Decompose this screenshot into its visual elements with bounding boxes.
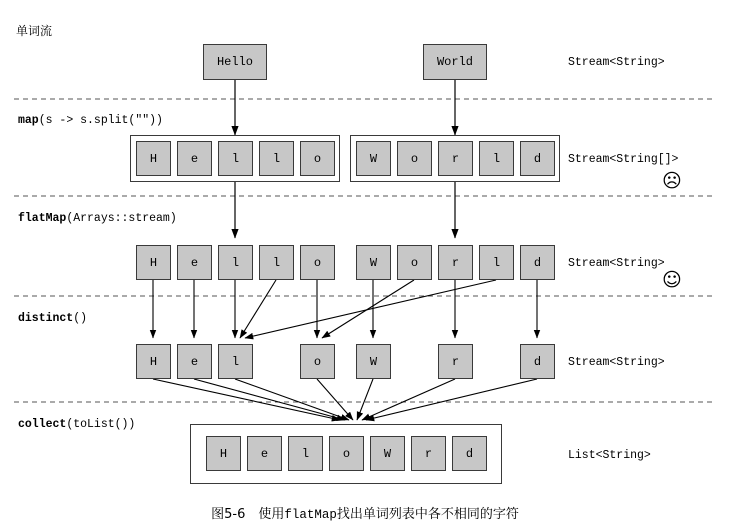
collect-char-text: H bbox=[219, 446, 228, 461]
map-char-text: e bbox=[190, 151, 199, 166]
collect-char-text: l bbox=[301, 446, 310, 461]
source-box-hello-text: Hello bbox=[216, 55, 253, 69]
map-char-text: W bbox=[369, 151, 378, 166]
flatmap-char-text: l bbox=[231, 255, 240, 270]
collect-char-text: e bbox=[260, 446, 269, 461]
distinct-char-text: d bbox=[533, 354, 542, 369]
distinct-char-box bbox=[218, 344, 253, 379]
figure-caption bbox=[0, 503, 730, 522]
flatmap-char-text: o bbox=[410, 255, 419, 270]
collect-char-text: d bbox=[465, 446, 474, 461]
collect-char-text: W bbox=[383, 446, 392, 461]
flatmap-char-box bbox=[300, 245, 335, 280]
map-char-box bbox=[479, 141, 514, 176]
distinct-char-box bbox=[136, 344, 171, 379]
source-box-world-text: World bbox=[436, 55, 473, 69]
collect-char-box bbox=[206, 436, 241, 471]
map-char-box bbox=[259, 141, 294, 176]
sad-face-icon: ☹ bbox=[662, 170, 682, 192]
distinct-char-box bbox=[438, 344, 473, 379]
map-char-box bbox=[177, 141, 212, 176]
map-char-text: l bbox=[231, 151, 240, 166]
flatmap-char-box bbox=[259, 245, 294, 280]
op-label-collect-rest: (toList()) bbox=[66, 418, 136, 431]
op-label-map bbox=[18, 114, 163, 127]
distinct-char-box bbox=[300, 344, 335, 379]
stream-title-label: 单词流 bbox=[16, 24, 53, 38]
source-box-world bbox=[423, 44, 487, 80]
op-label-flatmap-bold: flatMap bbox=[18, 212, 67, 225]
map-char-box bbox=[356, 141, 391, 176]
flatmap-char-text: r bbox=[451, 255, 460, 270]
flatmap-char-box bbox=[356, 245, 391, 280]
map-char-text: o bbox=[313, 151, 322, 166]
flatmap-char-box bbox=[177, 245, 212, 280]
op-label-distinct bbox=[18, 312, 87, 325]
type-label-flatmap: Stream<String> bbox=[568, 257, 665, 270]
op-label-collect bbox=[18, 418, 135, 431]
map-char-text: o bbox=[410, 151, 419, 166]
op-label-distinct-bold: distinct bbox=[18, 312, 74, 325]
type-label-map: Stream<String[]> bbox=[568, 153, 679, 166]
flatmap-char-text: H bbox=[149, 255, 158, 270]
happy-face-icon: ☺ bbox=[662, 269, 682, 291]
distinct-char-box bbox=[520, 344, 555, 379]
flatmap-char-text: W bbox=[369, 255, 378, 270]
distinct-char-text: e bbox=[190, 354, 199, 369]
flatmap-char-text: e bbox=[190, 255, 199, 270]
map-char-text: l bbox=[272, 151, 281, 166]
distinct-char-text: W bbox=[369, 354, 378, 369]
collect-char-text: r bbox=[424, 446, 433, 461]
map-char-text: r bbox=[451, 151, 460, 166]
type-label-distinct: Stream<String> bbox=[568, 356, 665, 369]
map-char-box bbox=[520, 141, 555, 176]
collect-char-box bbox=[370, 436, 405, 471]
collect-char-box bbox=[247, 436, 282, 471]
flatmap-char-box bbox=[520, 245, 555, 280]
collect-char-text: o bbox=[342, 446, 351, 461]
flatmap-char-text: o bbox=[313, 255, 322, 270]
type-label-source: Stream<String> bbox=[568, 56, 665, 69]
caption-prefix: 图5-6 使用 bbox=[211, 507, 285, 522]
map-char-text: l bbox=[492, 151, 501, 166]
caption-suffix: 找出单词列表中各不相同的字符 bbox=[336, 507, 519, 522]
collect-char-box bbox=[288, 436, 323, 471]
map-char-box bbox=[136, 141, 171, 176]
map-char-text: H bbox=[149, 151, 158, 166]
collect-char-box bbox=[452, 436, 487, 471]
map-char-box bbox=[438, 141, 473, 176]
flatmap-char-text: l bbox=[492, 255, 501, 270]
flatmap-char-box bbox=[218, 245, 253, 280]
flatmap-char-text: d bbox=[533, 255, 542, 270]
collect-char-box bbox=[411, 436, 446, 471]
op-label-distinct-rest: () bbox=[73, 312, 88, 325]
map-char-box bbox=[397, 141, 432, 176]
distinct-char-text: l bbox=[231, 354, 240, 369]
flatmap-char-box bbox=[136, 245, 171, 280]
map-char-box bbox=[218, 141, 253, 176]
op-label-collect-bold: collect bbox=[18, 418, 67, 431]
distinct-char-box bbox=[177, 344, 212, 379]
op-label-flatmap bbox=[18, 212, 177, 225]
map-char-box bbox=[300, 141, 335, 176]
source-box-hello bbox=[203, 44, 267, 80]
op-label-flatmap-rest: (Arrays::stream) bbox=[66, 212, 177, 225]
flatmap-char-box bbox=[438, 245, 473, 280]
map-char-text: d bbox=[533, 151, 542, 166]
distinct-char-text: r bbox=[451, 354, 460, 369]
op-label-map-rest: (s -> s.split("")) bbox=[38, 114, 163, 127]
distinct-char-box bbox=[356, 344, 391, 379]
caption-mono: flatMap bbox=[284, 508, 337, 522]
collect-char-box bbox=[329, 436, 364, 471]
flatmap-char-box bbox=[479, 245, 514, 280]
flatmap-char-box bbox=[397, 245, 432, 280]
flatmap-char-text: l bbox=[272, 255, 281, 270]
type-label-collect: List<String> bbox=[568, 449, 651, 462]
op-label-map-bold: map bbox=[18, 114, 39, 127]
distinct-char-text: H bbox=[149, 354, 158, 369]
distinct-char-text: o bbox=[313, 354, 322, 369]
